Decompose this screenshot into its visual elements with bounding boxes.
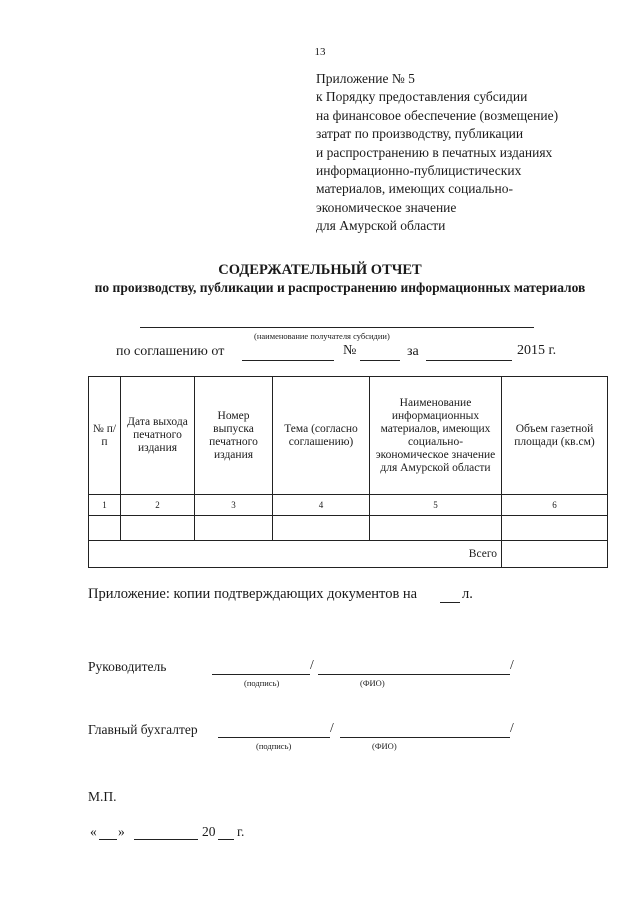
appendix-line: экономическое значение <box>316 199 457 215</box>
table-cell[interactable] <box>195 516 273 541</box>
column-number: 5 <box>370 495 502 516</box>
head-signature-line <box>212 674 310 675</box>
accountant-label: Главный бухгалтер <box>88 722 198 737</box>
date-year-line <box>218 839 234 840</box>
column-number: 1 <box>89 495 121 516</box>
head-slash: / <box>310 657 314 672</box>
appendix-line: Приложение № 5 <box>316 71 415 86</box>
head-slash-end: / <box>510 657 514 672</box>
accountant-slash-end: / <box>510 720 514 735</box>
appendix-line: затрат по производству, публикации <box>316 126 524 142</box>
appendix-line: информационно-публицистических <box>316 163 522 179</box>
document-title: СОДЕРЖАТЕЛЬНЫЙ ОТЧЕТ <box>218 262 422 278</box>
appendix-line: материалов, имеющих социально- <box>316 181 513 197</box>
attachment-text: Приложение: копии подтверждающих документов на <box>88 586 418 602</box>
head-fio-line <box>318 674 510 675</box>
recipient-line <box>140 327 534 328</box>
agreement-prefix: по соглашению от <box>116 344 225 359</box>
table-cell[interactable] <box>370 516 502 541</box>
appendix-line: для Амурской области <box>316 218 446 234</box>
date-month-line <box>134 839 198 840</box>
column-number: 3 <box>195 495 273 516</box>
appendix-line: и распространению в печатных изданиях <box>316 144 553 160</box>
header-area: Объем газетной площади (кв.см) <box>502 377 608 495</box>
table-cell[interactable] <box>273 516 370 541</box>
appendix-line: к Порядку предоставления субсидии <box>316 89 528 105</box>
table-row <box>89 516 608 541</box>
agreement-period-line <box>426 360 512 361</box>
accountant-fio-caption: (ФИО) <box>372 741 397 751</box>
header-issue-number: Номер выпуска печатного издания <box>195 377 273 495</box>
head-signature-caption: (подпись) <box>244 678 280 688</box>
stamp-label: М.П. <box>88 789 117 804</box>
head-fio-caption: (ФИО) <box>360 678 385 688</box>
agreement-number-label: № <box>343 343 357 358</box>
accountant-fio-line <box>340 737 510 738</box>
accountant-signature-line <box>218 737 330 738</box>
attachment-pages-line <box>440 602 460 603</box>
date-year-prefix: 20 <box>202 824 216 839</box>
head-label: Руководитель <box>88 659 167 674</box>
appendix-line: на финансовое обеспечение (возмещение) <box>316 107 559 123</box>
total-label: Всего <box>89 541 502 568</box>
agreement-date-line <box>242 360 334 361</box>
agreement-for-label: за <box>407 344 419 359</box>
accountant-signature-caption: (подпись) <box>256 741 292 751</box>
header-number: № п/п <box>89 377 121 495</box>
column-number-row <box>89 495 608 516</box>
header-material-name: Наименование информационных материалов, имеющих социально-экономическое значение для Амурской области <box>370 377 502 495</box>
date-day-line <box>99 839 117 840</box>
column-number: 4 <box>273 495 370 516</box>
table-header-row <box>89 377 608 495</box>
date-year-suffix: г. <box>237 824 245 839</box>
date-close-quote: » <box>118 824 125 839</box>
column-number: 6 <box>502 495 608 516</box>
total-value-cell[interactable] <box>502 541 608 568</box>
report-table <box>88 376 608 568</box>
total-row <box>89 541 608 568</box>
date-open-quote: « <box>90 824 97 839</box>
accountant-slash: / <box>330 720 334 735</box>
header-topic: Тема (согласно соглашению) <box>273 377 370 495</box>
agreement-year: 2015 г. <box>517 343 557 358</box>
table-cell[interactable] <box>502 516 608 541</box>
table-cell[interactable] <box>89 516 121 541</box>
table-cell[interactable] <box>121 516 195 541</box>
recipient-caption: (наименование получателя субсидии) <box>254 331 390 341</box>
column-number: 2 <box>121 495 195 516</box>
appendix-block <box>316 70 558 236</box>
page-number: 13 <box>314 46 326 58</box>
attachment-suffix: л. <box>462 586 473 602</box>
agreement-number-line <box>360 360 400 361</box>
header-date: Дата выхода печатного издания <box>121 377 195 495</box>
document-subtitle: по производству, публикации и распространению информационных материалов <box>94 280 586 295</box>
